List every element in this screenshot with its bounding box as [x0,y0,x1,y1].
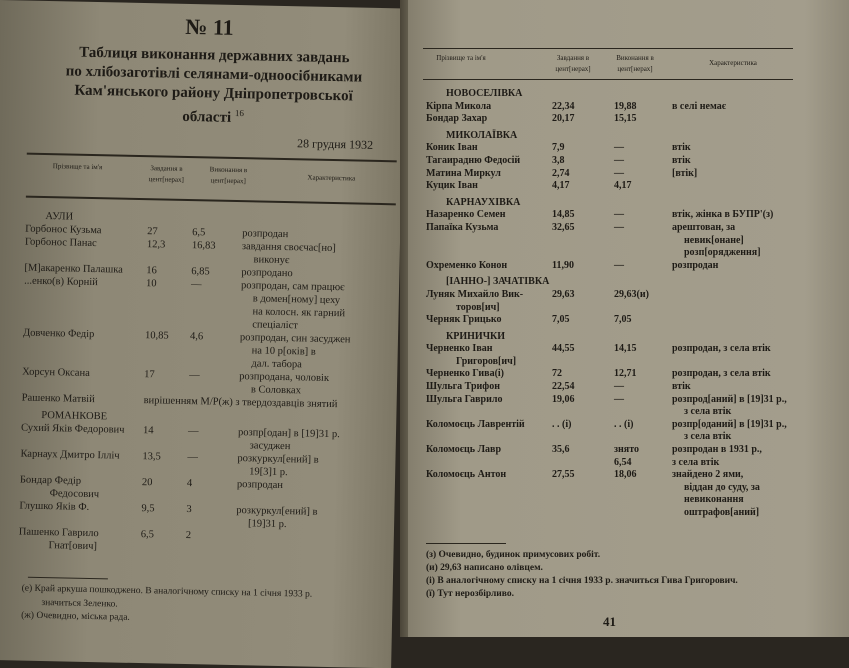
table-body [426,84,841,520]
name-line: Кірпа Микола [426,100,492,112]
person-name [426,180,552,193]
person-name [426,343,552,368]
table-row [426,394,841,419]
characteristic-line: розпрод[аний] в [19]31 р., [672,393,787,405]
characteristic-line: втік [672,381,691,393]
table-body [18,206,397,560]
done-value: — [614,142,624,154]
characteristic [672,180,841,193]
person-name [426,289,552,314]
characteristic-line: на 10 р[оків] в [251,345,316,358]
characteristic-line [236,530,391,546]
section-title: АУЛИ [45,211,74,223]
table-row [426,142,841,155]
done-value: 6,5 [192,227,206,239]
task-value: 2,74 [552,167,570,179]
characteristic [672,101,841,114]
done-value: 29,63(и) [614,288,649,300]
name-line: Горбонос Панас [24,236,97,250]
done-value: 15,15 [614,113,637,125]
characteristic-line: з села втік [684,431,732,443]
characteristic-line: розпродан [242,228,289,241]
characteristic [237,452,393,481]
table-row [426,155,841,168]
person-name [426,209,552,222]
footnotes [426,549,846,601]
header-done: Виконання в цент[нерах] [209,165,248,186]
done-value: 4,6 [189,331,204,343]
person-name [426,142,552,155]
task-value: 13,5 [142,451,161,463]
characteristic-line: розкуркул[ений] в [237,453,319,466]
task-value: 10 [145,278,157,290]
characteristic-line: з села втік [672,456,720,468]
done-value: — [614,209,624,221]
characteristic-line: на колосн. як гарний [252,306,346,320]
done-value: — [614,393,624,405]
task-value: 4,17 [552,180,570,192]
task-value: 12,3 [146,239,166,251]
table-row [426,469,841,519]
characteristic-line: розпродан, сам працює [240,280,345,294]
task-value: 9,5 [141,503,155,515]
name-line: Черненко Іван [426,343,493,355]
name-line: Хорсун Оксана [22,366,90,379]
characteristic [672,113,841,126]
name-line: Довченко Федір [22,327,95,341]
header-char: Характеристика [307,173,356,183]
characteristic [239,331,395,373]
name-line: Рашенко Матвій [21,392,95,406]
person-name [426,314,552,327]
name-line: Григоров[ич] [456,355,517,367]
header-done: Виконання в цент[нерах] [616,54,654,73]
table-row [426,260,841,273]
done-value: — [614,167,624,179]
name-line: Коломоєць Лавр [426,444,502,456]
done-value: — [614,259,624,271]
table-row [426,343,841,368]
table-row [426,113,841,126]
section-title: РОМАНКОВЕ [41,409,108,423]
characteristic-line: спеціаліст [252,319,298,332]
task-value: 17 [144,369,155,381]
table-row [426,314,841,327]
person-name [22,366,145,395]
characteristic-line: втік, жінка в БУПР'(з) [672,209,774,221]
person-name [426,368,552,381]
person-name [426,469,552,519]
name-line: Черняк Грицько [426,314,502,326]
task-value: 6,5 [140,529,155,541]
characteristic [238,426,394,455]
characteristic [240,279,396,334]
footnote: (е) Край аркуша пошкоджено. В аналогічному списку на 1 січня 1933 р. [21,583,313,600]
document-number: № 11 [185,13,234,40]
name-line: Луняк Михайло Вик- [426,288,524,300]
table-rule [26,196,396,205]
table-row [426,101,841,114]
person-name [23,275,146,330]
characteristic [672,314,841,327]
name-line: Черненко Гива(і) [426,368,505,380]
name-line: торов[ич] [456,301,500,313]
characteristic-line: розпродан [236,479,284,492]
characteristic-line: розпр[одан] в [19]31 р. [237,427,340,441]
task-value: 32,65 [552,221,575,233]
title-line: Таблиця виконання державних завдань [79,44,350,67]
done-value: . . (і) [614,418,634,430]
characteristic [672,394,841,419]
done-value: 12,71 [614,368,637,380]
characteristic [672,457,841,470]
task-value: 16 [146,265,157,277]
person-name [20,448,143,477]
characteristic [672,419,841,444]
characteristic-line: знайдено 2 ями, [672,469,744,481]
section-title: [ІАННО-] ЗАЧАТІВКА [446,276,550,288]
person-name [20,474,143,503]
characteristic-line: невиконання [684,494,744,506]
person-name [426,101,552,114]
characteristic-line: втік [672,142,691,154]
document-title [25,43,402,132]
characteristic-line: розпродан, з села втік [672,343,771,355]
right-page [408,0,849,637]
characteristic-line: розпродан в 1931 р., [672,444,762,456]
characteristic [672,469,841,519]
table-rule [423,79,793,80]
done-value: — [614,221,624,233]
characteristic-line [672,180,841,193]
done-value: — [189,370,200,382]
header-task: Завдання в цент[нерах] [555,54,591,73]
person-name [426,260,552,273]
done-value: 16,83 [191,240,216,252]
name-line: Гнат[ович] [48,540,98,553]
table-rule [423,48,793,49]
person-name [25,236,148,265]
table-row [426,457,841,470]
characteristic-line [672,113,841,126]
table-row [426,168,841,181]
table-row [426,180,841,193]
section-title: НОВОСЕЛІВКА [446,88,523,99]
task-value: 7,9 [552,142,565,154]
header-char: Характеристика [709,59,757,67]
task-value: 14,85 [552,209,575,221]
task-value: 20 [141,477,153,489]
characteristic [236,504,392,533]
person-name [426,394,552,419]
characteristic-line: розпр[оданий] в [19]31 р., [672,418,787,430]
task-value: 20,17 [552,113,575,125]
title-line: Кам'янського району Дніпропетровської [74,82,353,105]
characteristic [672,343,841,368]
characteristic-line: в домен[ному] цеху [252,293,341,307]
characteristic-line: розпродан, син засуджен [239,332,351,346]
characteristic-line: розкуркул[ений] в [236,505,318,518]
task-value: 27,55 [552,469,575,481]
characteristic [672,444,841,457]
row-note: вирішенням М/Р(ж) з твердоздавців знятий [143,395,338,411]
left-page [0,0,405,668]
characteristic-line [672,314,841,327]
characteristic-line: арештован, за [672,221,736,233]
done-value: 4 [186,478,193,490]
characteristic [241,240,397,269]
name-line: Бондар Федір [19,474,82,487]
name-line: Матина Миркул [426,167,501,179]
table-row [426,289,841,314]
done-value: 6,85 [191,266,210,278]
task-value: 29,63 [552,288,575,300]
header-name: Прізвище та ім'я [52,162,103,172]
person-name [426,222,552,260]
table-row [426,222,841,260]
task-value: 35,6 [552,444,570,456]
done-value: — [614,381,624,393]
characteristic [235,530,391,559]
person-name [426,113,552,126]
characteristic [672,260,841,273]
name-line: Шульга Гаврило [426,393,503,405]
done-value: 2 [185,530,192,542]
task-value: 19,06 [552,393,575,405]
name-line: Пашенко Гаврило [18,526,99,540]
name-line: Коник Іван [426,142,478,154]
name-line: Назаренко Семен [426,209,506,221]
done-value: — [187,426,199,438]
footnote: (ї) Тут нерозбірливо. [426,589,514,599]
task-value: 22,34 [552,100,575,112]
name-line: Коломоєць Лаврентій [426,418,525,430]
name-line: Глушко Яків Ф. [19,500,90,513]
done-value: 6,54 [614,456,632,468]
table-row [426,368,841,381]
characteristic-line: завдання своєчас[но] [241,241,336,255]
footnote: (ж) Очевидно, міська рада. [21,610,130,623]
done-value: знято [614,444,639,456]
done-value: 3 [186,504,192,516]
task-value: 14 [142,425,154,437]
characteristic-line: в селі немає [672,100,727,112]
done-value: 14,15 [614,343,637,355]
person-name [426,419,552,444]
name-line: Коломоєць Антон [426,469,507,481]
name-line [426,457,552,470]
person-name [22,327,145,369]
person-name [21,422,144,451]
person-name [18,526,141,555]
name-line: Бондар Захар [426,113,488,125]
person-name [426,168,552,181]
done-value: — [187,452,199,464]
title-text: області [182,108,232,126]
characteristic-line: віддан до суду, за [684,481,760,493]
section-title: МИКОЛАЇВКА [446,129,518,141]
task-value: . . (і) [552,418,572,430]
characteristic [672,155,841,168]
task-value [552,457,614,470]
person-name [426,381,552,394]
table-row [426,444,841,457]
title-note: 16 [234,107,245,119]
task-value: 10,85 [144,330,169,342]
characteristic-line: виконує [253,254,290,267]
characteristic [672,368,841,381]
name-line: Горбонос Кузьма [25,223,102,237]
characteristic-line: розпродана, чоловік [239,371,330,384]
task-value: 11,90 [552,259,574,271]
task-value: 44,55 [552,343,575,355]
footnote-rule [426,543,506,544]
characteristic [672,222,841,260]
characteristic-line: [втік] [672,167,698,179]
name-line: Федосович [49,488,100,501]
header-task: Завдання в цент[нерах] [148,164,184,184]
task-value: 3,8 [552,154,565,166]
characteristic-line: розп[орядження] [684,247,761,259]
footnotes [21,583,392,631]
characteristic-line: 19[3]1 р. [249,466,288,479]
characteristic-line: розпродано [241,267,293,280]
section-title: КАРНАУХІВКА [446,196,521,208]
name-line: Карнаух Дмитро Ілліч [20,448,120,462]
title-line: по хлібозаготівлі селянами-одноосібниками [65,63,363,86]
name-line: Куцик Іван [426,180,478,192]
characteristic-line: розпродан, з села втік [672,368,771,380]
footnote: (і) В аналогічному списку на 1 січня 1933 р. значиться Гива Григорович. [426,576,738,586]
characteristic [239,370,395,399]
person-name [426,444,552,457]
characteristic-line: [19]31 р. [247,518,287,531]
characteristic-line: засуджен [249,440,291,453]
characteristic [672,381,841,394]
name-line: [М]акаренко Палашка [24,262,123,276]
done-value: 4,17 [614,180,632,192]
table-row [23,275,396,335]
section-title: КРИНИЧКИ [446,330,506,342]
page-number: 41 [603,614,616,629]
characteristic-line: з села втік [684,406,732,418]
table-rule [27,153,397,162]
name-line: Тагаирадню Федосій [426,154,521,166]
name-line: ...енко(в) Корній [24,275,98,289]
characteristic-line: оштрафов[аний] [684,507,760,518]
characteristic [672,209,841,222]
name-line: Папаїка Кузьма [426,221,499,233]
person-name [19,500,142,529]
person-name [426,457,552,470]
name-line: Охременко Конон [426,259,508,271]
footnote-rule [28,577,108,580]
task-value: 72 [552,368,562,380]
footnote: (з) Очевидно, будинок примусових робіт. [426,550,601,560]
characteristic-line: в Соловках [250,384,301,397]
table-row [426,209,841,222]
characteristic-line: невик[онане] [684,234,744,246]
done-value: 7,05 [614,314,632,326]
done-value: — [190,279,202,291]
header-name: Прізвище та ім'я [436,54,486,62]
characteristic-line: втік [672,154,691,166]
person-name [22,392,144,408]
table-row [426,381,841,394]
characteristic [672,168,841,181]
name-line: Шульга Трифон [426,381,500,393]
table-row [426,419,841,444]
characteristic [672,142,841,155]
characteristic-line [672,289,841,302]
done-value: — [614,154,624,166]
footnote: значиться Зеленко. [41,597,118,610]
person-name [426,155,552,168]
footnote: (и) 29,63 написано олівцем. [426,563,543,573]
name-line: Сухий Яків Федорович [20,422,125,436]
done-value: 18,06 [614,469,637,481]
characteristic [236,478,392,507]
task-value: 7,05 [552,314,570,326]
task-value: 27 [147,226,158,238]
done-value: 19,88 [614,100,637,112]
characteristic-line: розпродан [672,259,719,271]
characteristic [672,289,841,314]
document-date: 28 грудня 1932 [296,136,374,152]
task-value: 22,54 [552,381,575,393]
characteristic-line: дал. табора [251,358,303,371]
